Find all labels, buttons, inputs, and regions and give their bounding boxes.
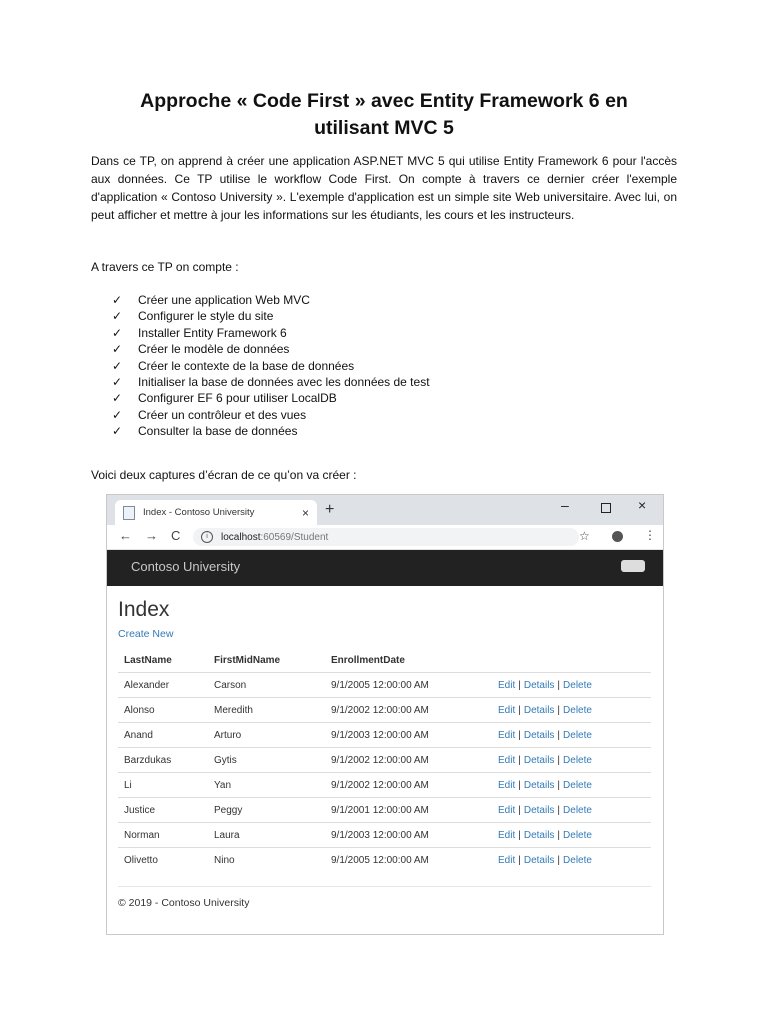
enrollment-date-cell: 9/1/2002 12:00:00 AM — [325, 773, 492, 798]
first-name-cell: Laura — [208, 823, 325, 848]
table-row — [118, 673, 651, 698]
separator: | — [518, 779, 521, 791]
details-link[interactable]: Details — [523, 704, 555, 716]
enrollment-date-cell: 9/1/2005 12:00:00 AM — [325, 848, 492, 873]
close-tab-icon[interactable]: × — [301, 505, 309, 520]
actions-cell — [492, 798, 651, 823]
edit-link[interactable]: Edit — [498, 704, 516, 716]
tab-title: Index - Contoso University — [143, 507, 255, 518]
delete-link[interactable]: Delete — [563, 804, 592, 816]
table-row — [118, 848, 651, 873]
browser-tab[interactable] — [115, 500, 317, 525]
checklist-lead: A travers ce TP on compte : — [91, 260, 239, 274]
forward-icon[interactable]: → — [145, 528, 158, 543]
column-header: EnrollmentDate — [325, 648, 492, 673]
first-name-cell: Peggy — [208, 798, 325, 823]
delete-link[interactable]: Delete — [563, 729, 592, 741]
details-link[interactable]: Details — [523, 804, 555, 816]
enrollment-date-cell: 9/1/2003 12:00:00 AM — [325, 723, 492, 748]
url-input[interactable] — [193, 528, 579, 546]
document-title — [90, 88, 678, 142]
delete-link[interactable]: Delete — [563, 779, 592, 791]
details-link[interactable]: Details — [523, 779, 555, 791]
first-name-cell: Nino — [208, 848, 325, 873]
bookmark-star-icon[interactable]: ☆ — [579, 529, 590, 543]
checkmark-icon: ✓ — [112, 325, 123, 340]
checklist-item — [112, 423, 430, 439]
separator: | — [518, 704, 521, 716]
page-content — [107, 598, 663, 909]
separator: | — [557, 779, 561, 791]
separator: | — [518, 729, 521, 741]
details-link[interactable]: Details — [523, 679, 555, 691]
last-name-cell: Justice — [118, 798, 208, 823]
enrollment-date-cell: 9/1/2002 12:00:00 AM — [325, 748, 492, 773]
actions-cell — [492, 748, 651, 773]
separator: | — [518, 804, 521, 816]
first-name-cell: Arturo — [208, 723, 325, 748]
checklist-item — [112, 292, 430, 308]
edit-link[interactable]: Edit — [498, 779, 516, 791]
details-link[interactable]: Details — [523, 754, 555, 766]
checklist-item — [112, 407, 430, 423]
checklist-item-label: Créer un contrôleur et des vues — [138, 407, 307, 422]
checkmark-icon: ✓ — [112, 407, 123, 422]
edit-link[interactable]: Edit — [498, 804, 516, 816]
table-row — [118, 773, 651, 798]
last-name-cell: Anand — [118, 723, 208, 748]
app-navbar — [107, 550, 663, 586]
column-header-actions — [492, 648, 651, 673]
edit-link[interactable]: Edit — [498, 729, 516, 741]
separator: | — [518, 679, 521, 691]
edit-link[interactable]: Edit — [498, 854, 516, 866]
delete-link[interactable]: Delete — [563, 679, 592, 691]
separator: | — [518, 854, 521, 866]
table-header-row — [118, 648, 651, 673]
table-row — [118, 748, 651, 773]
table-row — [118, 723, 651, 748]
checklist-item — [112, 358, 430, 374]
checklist-item-label: Configurer le style du site — [138, 309, 274, 324]
actions-cell — [492, 823, 651, 848]
actions-cell — [492, 723, 651, 748]
separator: | — [557, 829, 561, 841]
first-name-cell: Yan — [208, 773, 325, 798]
table-row — [118, 823, 651, 848]
separator: | — [557, 704, 561, 716]
delete-link[interactable]: Delete — [563, 854, 592, 866]
details-link[interactable]: Details — [523, 854, 555, 866]
delete-link[interactable]: Delete — [563, 829, 592, 841]
checklist-item — [112, 374, 430, 390]
title-line-2: utilisant MVC 5 — [314, 117, 454, 139]
navbar-toggle-icon[interactable] — [621, 560, 645, 572]
enrollment-date-cell: 9/1/2001 12:00:00 AM — [325, 798, 492, 823]
page-title: Index — [118, 598, 170, 621]
menu-icon[interactable]: ⋮ — [644, 528, 656, 542]
checkmark-icon: ✓ — [112, 358, 123, 373]
create-new-link[interactable]: Create New — [118, 628, 174, 640]
close-window-icon[interactable]: × — [638, 497, 647, 513]
browser-screenshot — [106, 494, 664, 935]
checkmark-icon: ✓ — [112, 375, 123, 390]
maximize-icon[interactable] — [601, 503, 611, 513]
last-name-cell: Alexander — [118, 673, 208, 698]
enrollment-date-cell: 9/1/2005 12:00:00 AM — [325, 673, 492, 698]
separator: | — [557, 679, 561, 691]
checklist-item — [112, 325, 430, 341]
title-line-1: Approche « Code First » avec Entity Framework 6 en — [140, 90, 628, 112]
minimize-icon[interactable]: – — [561, 497, 569, 513]
checklist-item-label: Créer le contexte de la base de données — [138, 358, 355, 373]
intro-paragraph: Dans ce TP, on apprend à créer une application ASP.NET MVC 5 qui utilise Entity Framework 6 pour l'accès aux données. Ce TP utilise le workflow Code First. On compte à travers ce dernier créer l'exemple d'application « Contoso University ». L'exemple d'application est un simple site Web universitaire. Avec lui, on peut afficher et mettre à jour les informations sur les étudiants, les cours et les instructeurs. — [91, 154, 677, 222]
delete-link[interactable]: Delete — [563, 704, 592, 716]
actions-cell — [492, 698, 651, 723]
delete-link[interactable]: Delete — [563, 754, 592, 766]
column-header: LastName — [118, 648, 208, 673]
checklist-item — [112, 341, 430, 357]
tab-bar — [107, 495, 663, 525]
table-row — [118, 698, 651, 723]
separator: | — [518, 829, 521, 841]
last-name-cell: Norman — [118, 823, 208, 848]
back-icon[interactable]: ← — [119, 528, 132, 543]
checklist-item-label: Créer une application Web MVC — [138, 293, 310, 307]
separator: | — [557, 854, 561, 866]
checklist — [112, 292, 430, 440]
divider — [118, 886, 651, 887]
column-header: FirstMidName — [208, 648, 325, 673]
checkmark-icon: ✓ — [112, 424, 123, 439]
checkmark-icon: ✓ — [112, 342, 123, 357]
checklist-item-label: Installer Entity Framework 6 — [138, 325, 287, 340]
details-link[interactable]: Details — [523, 729, 555, 741]
students-table — [118, 648, 651, 872]
separator: | — [557, 804, 561, 816]
edit-link[interactable]: Edit — [498, 829, 516, 841]
first-name-cell: Meredith — [208, 698, 325, 723]
new-tab-icon[interactable]: + — [325, 501, 335, 518]
checklist-item-label: Créer le modèle de données — [138, 342, 290, 357]
table-row — [118, 798, 651, 823]
reload-icon[interactable]: C — [171, 528, 181, 543]
actions-cell — [492, 673, 651, 698]
address-bar — [107, 525, 663, 550]
checklist-item — [112, 308, 430, 324]
url-host: localhost — [221, 531, 261, 543]
brand-link[interactable]: Contoso University — [131, 559, 241, 574]
checkmark-icon: ✓ — [112, 293, 123, 307]
account-icon[interactable] — [612, 531, 623, 542]
last-name-cell: Barzdukas — [118, 748, 208, 773]
first-name-cell: Carson — [208, 673, 325, 698]
checkmark-icon: ✓ — [112, 391, 123, 406]
actions-cell — [492, 773, 651, 798]
separator: | — [557, 754, 561, 766]
edit-link[interactable]: Edit — [498, 754, 516, 766]
url-path: :60569/Student — [260, 531, 329, 543]
last-name-cell: Olivetto — [118, 848, 208, 873]
last-name-cell: Alonso — [118, 698, 208, 723]
checkmark-icon: ✓ — [112, 309, 123, 324]
checklist-item-label: Consulter la base de données — [138, 424, 298, 439]
enrollment-date-cell: 9/1/2002 12:00:00 AM — [325, 698, 492, 723]
first-name-cell: Gytis — [208, 748, 325, 773]
actions-cell — [492, 848, 651, 873]
separator: | — [518, 754, 521, 766]
last-name-cell: Li — [118, 773, 208, 798]
page-icon — [123, 506, 135, 520]
info-icon[interactable]: i — [201, 531, 213, 543]
checklist-item — [112, 390, 430, 406]
checklist-item-label: Initialiser la base de données avec les données de test — [138, 375, 430, 390]
separator: | — [557, 729, 561, 741]
screenshots-intro: Voici deux captures d’écran de ce qu’on va créer : — [91, 468, 357, 482]
footer: © 2019 - Contoso University — [118, 897, 250, 909]
details-link[interactable]: Details — [523, 829, 555, 841]
edit-link[interactable]: Edit — [498, 679, 516, 691]
enrollment-date-cell: 9/1/2003 12:00:00 AM — [325, 823, 492, 848]
checklist-item-label: Configurer EF 6 pour utiliser LocalDB — [138, 391, 337, 406]
